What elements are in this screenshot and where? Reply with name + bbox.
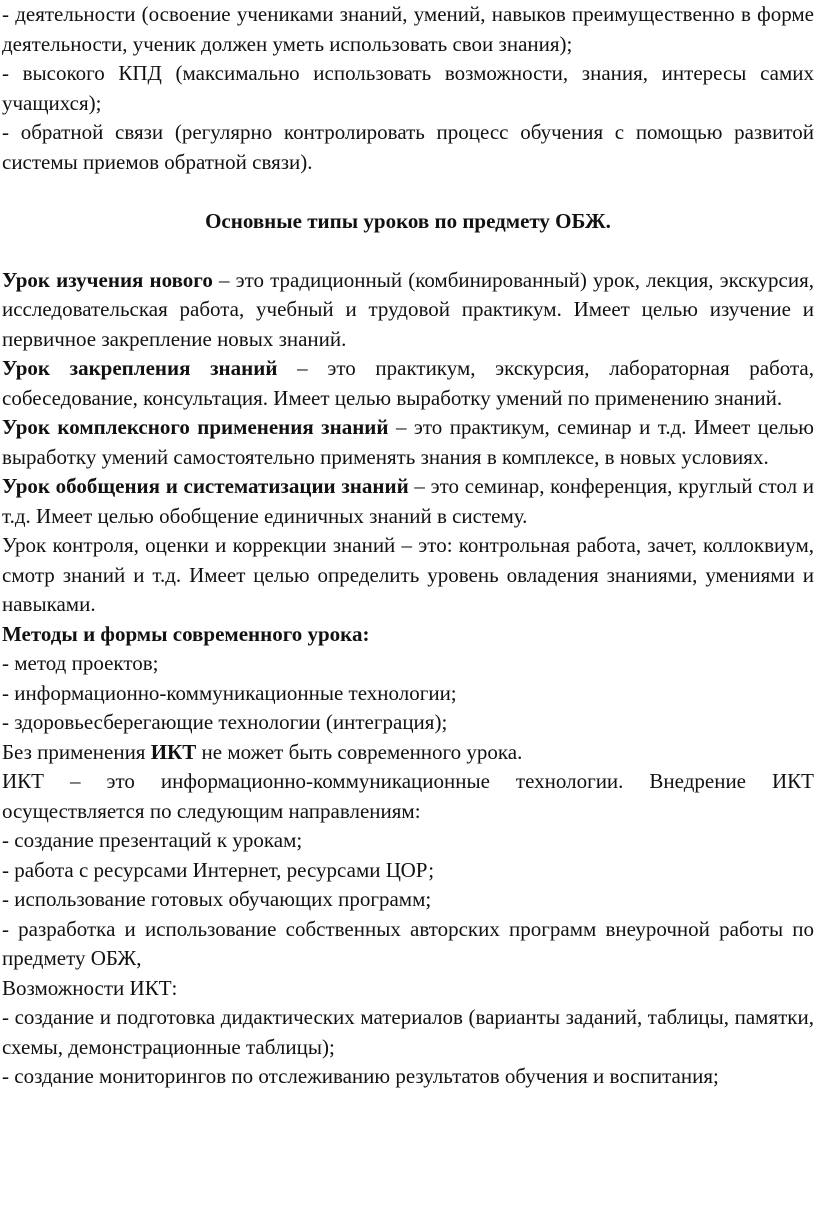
intro-item: - обратной связи (регулярно контролировать процесс обучения с помощью развитой системы приемов обратной связи).	[2, 120, 814, 174]
ikt-definition: ИКТ – это информационно-коммуникационные технологии. Внедрение ИКТ осуществляется по следующим направлениям:	[2, 769, 814, 823]
ikt-direction-item: - разработка и использование собственных авторских программ внеурочной работы по предмету ОБЖ,	[2, 916, 814, 970]
lesson-type-description: – это традиционный (комбинированный) урок, лекция, экскурсия, исследовательская работа, учебный и трудовой практикум. Имеет целью изучение и первичное закрепление новых знаний.	[2, 267, 814, 351]
lesson-type-paragraph	[2, 354, 814, 413]
ikt-direction-item: - использование готовых обучающих программ;	[2, 887, 432, 911]
lesson-type-term: Урок обобщения и систематизации знаний	[2, 474, 409, 498]
ikt-possibility-item: - создание и подготовка дидактических материалов (варианты заданий, таблицы, памятки, схемы, демонстрационные таблицы);	[2, 1005, 814, 1059]
ikt-possibilities-heading: Возможности ИКТ:	[2, 975, 178, 1000]
lesson-type-paragraph	[2, 266, 814, 355]
method-item: - метод проектов;	[2, 651, 159, 675]
lesson-type-term: Урок закрепления знаний	[2, 356, 278, 380]
ikt-statement	[2, 738, 814, 768]
ikt-possibility-item: - создание мониторингов по отслеживанию результатов обучения и воспитания;	[2, 1064, 719, 1088]
control-lesson-paragraph: Урок контроля, оценки и коррекции знаний – это: контрольная работа, зачет, коллоквиум, смотр знаний и т.д. Имеет целью определить уровень овладения знаниями, умениями и навыками.	[2, 533, 814, 616]
intro-item: - деятельности (освоение учениками знаний, умений, навыков преимущественно в форме деятельности, ученик должен уметь использовать свои знания);	[2, 2, 814, 56]
ikt-direction-item: - работа с ресурсами Интернет, ресурсами ЦОР;	[2, 857, 435, 882]
ikt-statement-after: не может быть современного урока.	[196, 739, 523, 764]
spacer	[2, 177, 814, 207]
lesson-type-term: Урок комплексного применения знаний	[2, 415, 389, 439]
ikt-term: ИКТ	[150, 739, 197, 764]
ikt-direction-item: - создание презентаций к урокам;	[2, 828, 303, 852]
intro-item: - высокого КПД (максимально использовать возможности, знания, интересы самих учащихся);	[2, 61, 814, 115]
lesson-type-term: Урок изучения нового	[2, 267, 213, 292]
method-item: - информационно-коммуникационные технологии;	[2, 680, 457, 705]
spacer	[2, 236, 814, 266]
method-item: - здоровьесберегающие технологии (интеграция);	[2, 710, 448, 734]
ikt-statement-before: Без применения	[2, 739, 151, 764]
lesson-type-description: – это семинар, конференция, круглый стол и т.д. Имеет целью обобщение единичных знаний в систему.	[2, 474, 815, 528]
lesson-type-description: – это практикум, экскурсия, лабораторная работа, собеседование, консультация. Имеет целью выработку умений по применению знаний.	[2, 356, 815, 410]
lesson-type-paragraph	[2, 413, 814, 472]
lesson-type-description: – это практикум, семинар и т.д. Имеет целью выработку умений самостоятельно применять знания в комплексе, в новых условиях.	[2, 415, 814, 469]
methods-heading: Методы и формы современного урока:	[2, 621, 370, 646]
lesson-type-paragraph	[2, 472, 814, 531]
section-heading: Основные типы уроков по предмету ОБЖ.	[205, 208, 611, 233]
